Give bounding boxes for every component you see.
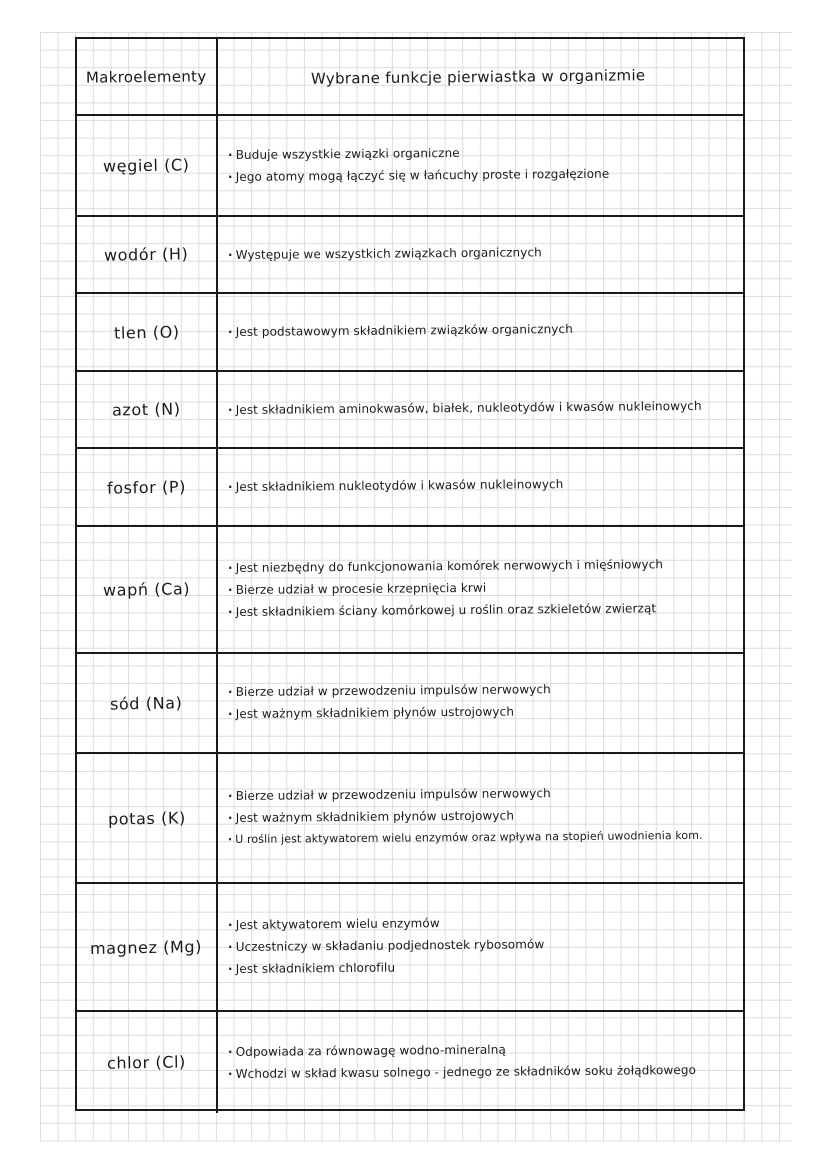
header-cell-functions — [218, 39, 743, 116]
function-item: · Odpowiada za równowagę wodno-mineralną — [228, 1036, 739, 1062]
element-cell-sodium — [77, 654, 218, 754]
function-item: · Bierze udział w procesie krzepnięcia krwi — [228, 574, 739, 600]
element-name: wodór (H) — [104, 244, 189, 265]
element-name: azot (N) — [112, 399, 181, 420]
function-item: · Jest składnikiem chlorofilu — [228, 954, 739, 980]
functions-cell-nitrogen — [218, 372, 743, 449]
function-item: · Występuje we wszystkich związkach organicznych — [228, 239, 739, 265]
functions-cell-hydrogen — [218, 217, 743, 294]
functions-cell-magnesium — [218, 884, 743, 1012]
element-cell-magnesium — [77, 884, 218, 1012]
function-item: · Jest podstawowym składnikiem związków organicznych — [228, 317, 739, 343]
element-name: magnez (Mg) — [90, 936, 203, 958]
element-cell-hydrogen — [77, 217, 218, 294]
header-cell-element — [77, 39, 218, 116]
function-item: · U roślin jest aktywatorem wielu enzymów oraz wpływa na stopień uwodnienia kom. — [228, 825, 739, 851]
function-item: · Uczestniczy w składaniu podjednostek rybosomów — [228, 932, 739, 958]
functions-cell-potassium — [218, 754, 743, 884]
element-cell-nitrogen — [77, 372, 218, 449]
element-name: sód (Na) — [110, 692, 183, 714]
function-item: · Bierze udział w przewodzeniu impulsów nerwowych — [228, 781, 739, 807]
element-name: chlor (Cl) — [106, 1052, 187, 1073]
element-name: węgiel (C) — [103, 155, 190, 176]
functions-cell-phosphorus — [218, 449, 743, 527]
header-functions-label: Wybrane funkcje pierwiastka w organizmie — [311, 65, 646, 88]
element-name: wapń (Ca) — [102, 579, 191, 600]
element-cell-oxygen — [77, 294, 218, 372]
function-item: · Jest składnikiem nukleotydów i kwasów nukleinowych — [228, 472, 739, 498]
function-item: · Jest aktywatorem wielu enzymów — [228, 910, 739, 936]
function-item: · Buduje wszystkie związki organiczne — [228, 139, 739, 165]
element-name: fosfor (P) — [106, 476, 187, 498]
function-item: · Wchodzi w skład kwasu solnego - jednego ze składników soku żołądkowego — [228, 1058, 739, 1084]
function-item: · Jest niezbędny do funkcjonowania komórek nerwowych i mięśniowych — [228, 552, 739, 578]
function-item: · Jego atomy mogą łączyć się w łańcuchy proste i rozgałęzione — [228, 161, 739, 187]
element-cell-potassium — [77, 754, 218, 884]
element-cell-calcium — [77, 527, 218, 654]
functions-cell-calcium — [218, 527, 743, 654]
function-item: · Jest ważnym składnikiem płynów ustrojowych — [228, 803, 739, 829]
element-name: tlen (O) — [113, 321, 180, 343]
functions-cell-oxygen — [218, 294, 743, 372]
element-name: potas (K) — [107, 807, 186, 829]
macroelements-table — [75, 37, 745, 1111]
function-item: · Jest ważnym składnikiem płynów ustrojowych — [228, 699, 739, 725]
function-item: · Bierze udział w przewodzeniu impulsów nerwowych — [228, 677, 739, 703]
functions-cell-sodium — [218, 654, 743, 754]
element-cell-carbon — [77, 116, 218, 217]
element-cell-phosphorus — [77, 449, 218, 527]
function-item: · Jest składnikiem aminokwasów, białek, nukleotydów i kwasów nukleinowych — [228, 394, 739, 420]
header-element-label: Makroelementy — [86, 66, 207, 87]
element-cell-chlorine — [77, 1012, 218, 1113]
function-item: · Jest składnikiem ściany komórkowej u roślin oraz szkieletów zwierząt — [228, 596, 739, 622]
functions-cell-chlorine — [218, 1012, 743, 1113]
functions-cell-carbon — [218, 116, 743, 217]
